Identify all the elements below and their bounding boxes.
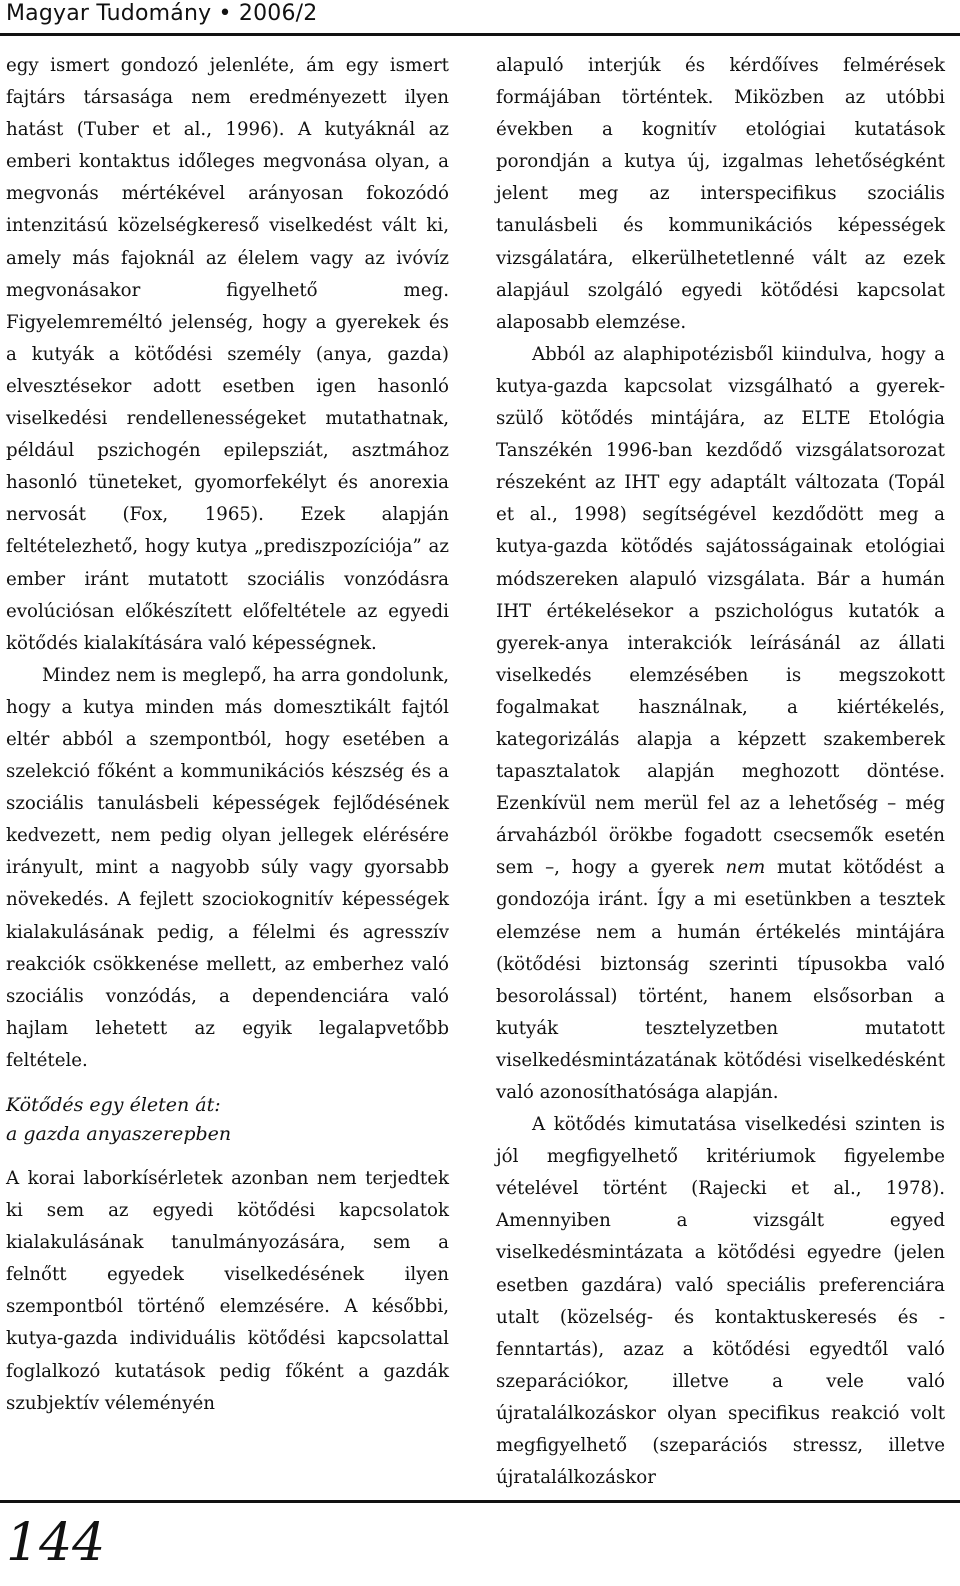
- emphasis-nem: nem: [725, 857, 766, 879]
- right-paragraph-2-start: Abból az alaphipotézisből kiindulva, hogy a kutya-gazda kapcsolat vizsgálható a gyerek-szülő kötődés mintájára, az ELTE Etológia Tanszékén 1996-ban kezdődő vizsgálatsorozat részeként az IHT egy adaptált változata (Topál et al., 1998) segítségével kezdődött meg a kutya-gazda kötődés sajátosságainak etológiai módszereken alapuló vizsgálata. Bár a humán IHT értékelésekor a pszichológus kutatók a gyerek-anya interakciók leírásánál az állati viselkedés elemzésében is megszokott fogalmakat használnak, a kiértékelés, kategorizálás alapja a képzett szakemberek tapasztalatok alapján meghozott döntése. Ezenkívül nem merül fel az a lehetőség – még árvaházból örökbe fogadott csecsemők esetén sem –, hogy a gyerek: [496, 343, 945, 879]
- left-column: [6, 50, 449, 1420]
- right-paragraph-2: [496, 339, 945, 1109]
- right-paragraph-2-end: mutat kötődést a gondozója iránt. Így a mi esetünkben a tesztek elemzése nem a humán értékelés mintájára (kötődési biztonság szerinti típusokba való besorolással) történt, hanem elsősorban a kutyák tesztelyzetben mutatott viselkedésmintázatának kötődési viselkedésként való azonosíthatósága alapján.: [496, 857, 945, 1103]
- right-paragraph-1: alapuló interjúk és kérdőíves felmérések formájában történtek. Miközben az utóbbi években a kognitív etológiai kutatások porondján a kutya új, izgalmas lehetőségként jelent meg az interspecifikus szociális tanulásbeli és kommunikációs képességek vizsgálatára, elkerülhetetlenné vált az ezek alapjául szolgáló egyedi kötődési kapcsolat alaposabb elemzése.: [496, 55, 945, 333]
- right-paragraph-3: A kötődés kimutatása viselkedési szinten is jól megfigyelhető kritériumok figyelembe vételével történt (Rajecki et al., 1978). Amennyiben a vizsgált egyed viselkedésmintázata a kötődési egyedre (jelen esetben gazdára) való speciális preferenciára utalt (közelség- és kontaktuskeresés és -fenntartás), azaz a kötődési egyedtől való szeparációkor, illetve a vele való újratalálkozáskor olyan specifikus reakció volt megfigyelhető (szeparációs stressz, illetve újratalálkozáskor: [496, 1114, 945, 1489]
- footer-rule: [0, 1500, 960, 1503]
- left-paragraph-3: A korai laborkísérletek azonban nem terjedtek ki sem az egyedi kötődési kapcsolatok kialakulásának tanulmányozására, sem a felnőtt egyedek viselkedésének ilyen szempontból történő elemzésére. A későbbi, kutya-gazda individuális kötődési kapcsolattal foglalkozó kutatások pedig főként a gazdák szubjektív véleményén: [6, 1168, 449, 1414]
- running-header: Magyar Tudomány • 2006/2: [6, 1, 318, 26]
- right-column: [496, 50, 945, 1494]
- subheading-line-2: a gazda anyaszerepben: [6, 1123, 232, 1145]
- page-number: 144: [6, 1513, 106, 1573]
- left-paragraph-2: Mindez nem is meglepő, ha arra gondolunk, hogy a kutya minden más domesztikált fajtól eltér abból a szempontból, hogy esetében a szelekció főként a kommunikációs készség és a szociális tanulásbeli képességek fejlődésének kedvezett, nem pedig olyan jellegek elérésére irányult, mint a nagyobb súly vagy gyorsabb növekedés. A fejlett szociokognitív képességek kialakulásának pedig, a félelmi és agresszív reakciók csökkenése mellett, az emberhez való szociális vonzódás, a dependenciára való hajlam lehetett az egyik legalapvetőbb feltétele.: [6, 664, 449, 1071]
- subheading-line-1: Kötődés egy életen át:: [6, 1094, 221, 1116]
- section-subheading: [6, 1091, 449, 1149]
- header-rule: [0, 33, 960, 36]
- left-paragraph-1: egy ismert gondozó jelenléte, ám egy ismert fajtárs társasága nem eredményezett ilyen hatást (Tuber et al., 1996). A kutyáknál az emberi kontaktus időleges megvonása olyan, a megvonás mértékével arányosan fokozódó intenzitású közelségkereső viselkedést vált ki, amely más fajoknál az élelem vagy az ivóvíz megvonásakor figyelhető meg. Figyelemreméltó jelenség, hogy a gyerekek és a kutyák a kötődési személy (anya, gazda) elvesztésekor adott esetben igen hasonló viselkedési rendellenességeket mutathatnak, például pszichogén epilepsziát, asztmához hasonló tüneteket, gyomorfekélyt és anorexia nervosát (Fox, 1965). Ezek alapján feltételezhető, hogy kutya „prediszpozíciója” az ember iránt mutatott szociális vonzódásra evolúciósan előkészített előfeltétele az egyedi kötődés kialakítására való képességnek.: [6, 55, 449, 654]
